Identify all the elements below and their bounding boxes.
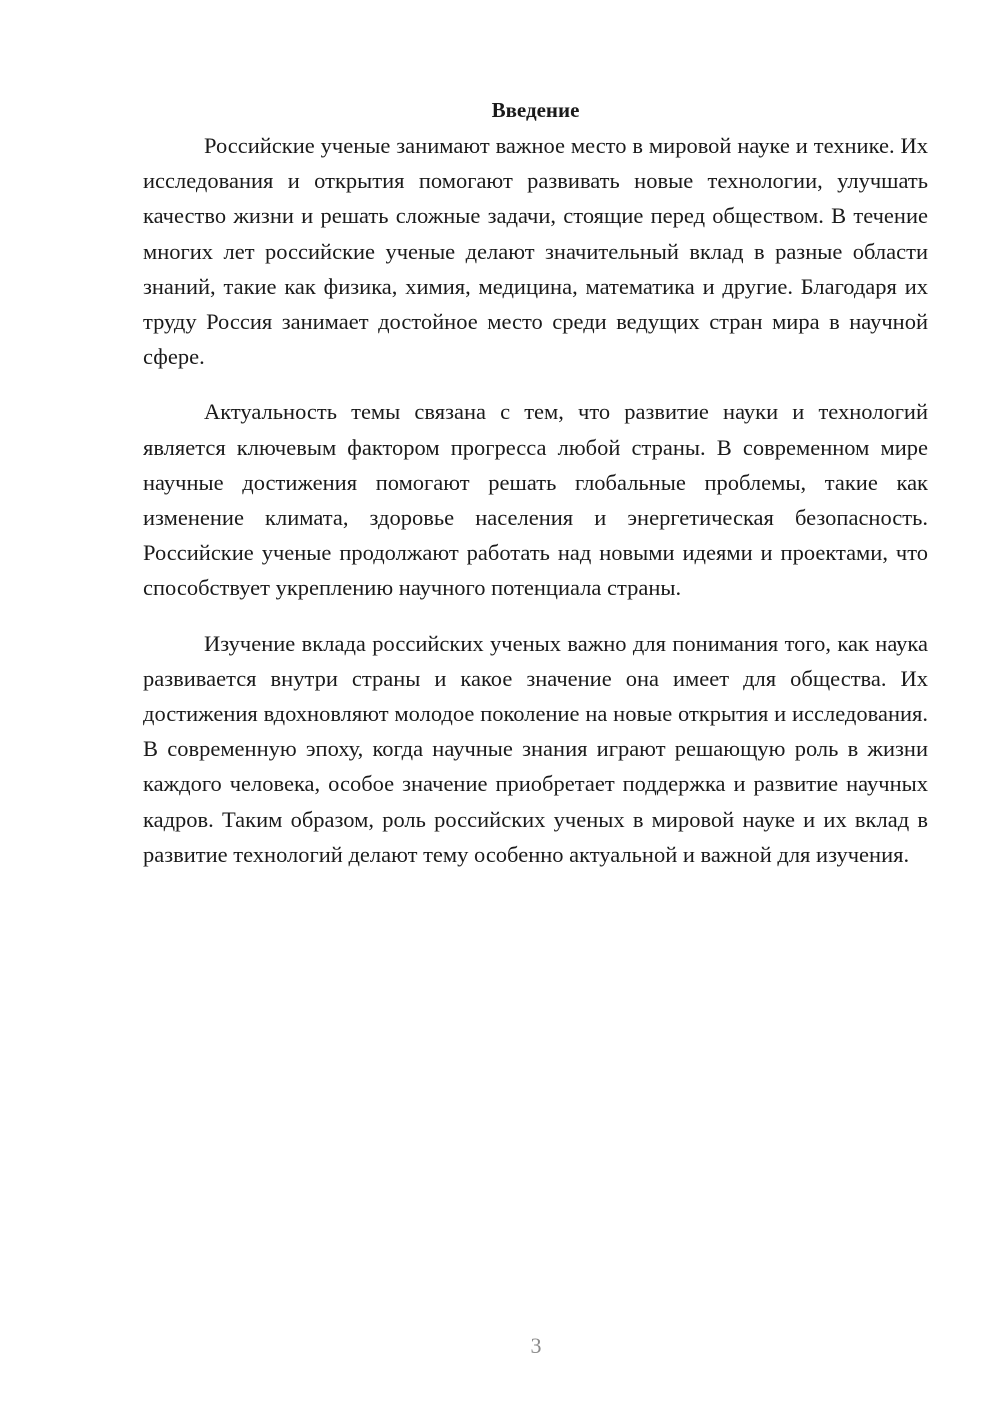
page-number: 3: [530, 1333, 542, 1358]
document-body: [143, 93, 928, 872]
section-heading: Введение: [491, 98, 580, 122]
paragraph-relevance: Актуальность темы связана с тем, что развитие науки и технологий является ключевым фактором прогресса любой страны. В современном мире научные достижения помогают решать глобальные проблемы, такие как изменение климата, здоровье населения и энергетическая безопасность. Российские ученые продолжают работать над новыми идеями и проектами, что способствует укреплению научного потенциала страны.: [143, 399, 928, 601]
paragraph-study: Изучение вклада российских ученых важно для понимания того, как наука развивается внутри страны и какое значение она имеет для общества. Их достижения вдохновляют молодое поколение на новые открытия и исследования. В современную эпоху, когда научные знания играют решающую роль в жизни каждого человека, особое значение приобретает поддержка и развитие научных кадров. Таким образом, роль российских ученых в мировой науке и их вклад в развитие технологий делают тему особенно актуальной и важной для изучения.: [143, 630, 928, 867]
paragraph-intro: Российские ученые занимают важное место в мировой науке и технике. Их исследования и открытия помогают развивать новые технологии, улучшать качество жизни и решать сложные задачи, стоящие перед обществом. В течение многих лет российские ученые делают значительный вклад в разные области знаний, такие как физика, химия, медицина, математика и другие. Благодаря их труду Россия занимает достойное место среди ведущих стран мира в научной сфере.: [143, 133, 928, 370]
